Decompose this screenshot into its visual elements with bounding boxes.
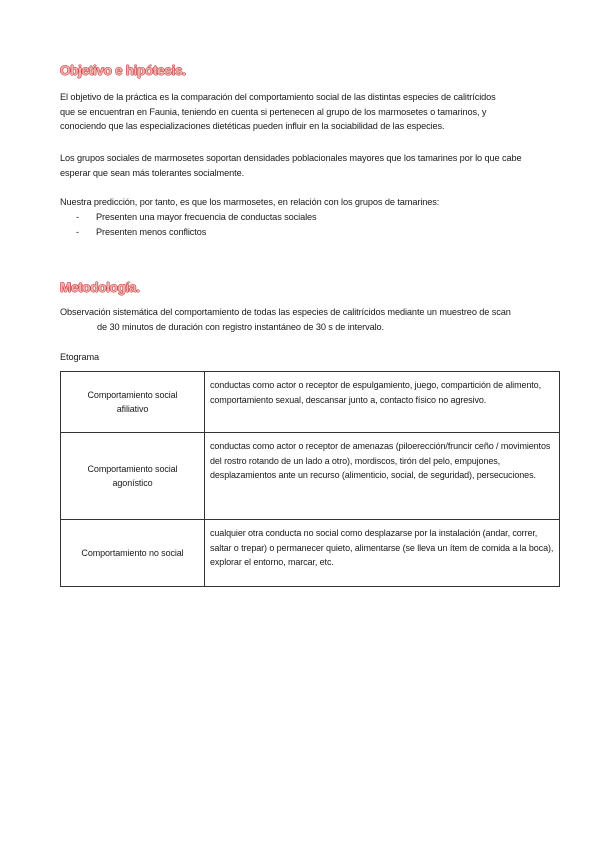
bullet-dash: - [76,212,79,222]
list-item-text: Presenten una mayor frecuencia de conductas sociales [96,212,317,222]
paragraph-prediction [60,195,560,210]
text-line: Etograma [60,352,100,362]
table-row [61,372,560,433]
behavior-label: agonístico [112,478,153,488]
text-line: Los grupos sociales de marmosetes soportan densidades poblacionales mayores que los tamarines por lo que cabe [60,153,522,163]
text-line: que se encuentran en Faunia, teniendo en cuenta si pertenecen al grupo de los marmosetes o tamarinos, y [60,106,487,117]
list-item [76,225,317,240]
section-heading-objetivo: Objetivo e hipótesis. [60,63,186,78]
description-cell: cualquier otra conducta no social como desplazarse por la instalación (andar, correr, saltar o trepar) o permanecer quieto, alimentarse (se lleva un ítem de comida a la boca), explorar el entorno, marcar, etc. [205,520,560,587]
etogram-table [60,371,560,587]
paragraph-objective [60,90,560,134]
behavior-label: Comportamiento social [87,463,178,474]
bullet-dash: - [76,226,79,237]
section-heading-metodologia: Metodología. [60,280,140,295]
text-line: Observación sistemática del comportamiento de todas las especies de calitrícidos mediante un muestreo de scan [60,307,511,317]
text-line: El objetivo de la práctica es la comparación del comportamiento social de las distintas especies de calitrícidos [60,92,496,102]
behavior-label: afiliativo [116,404,149,414]
text-line: esperar que sean más tolerantes socialmente. [60,167,245,178]
behavior-cell [61,520,205,587]
table-row [61,520,560,587]
list-item [76,210,317,225]
description-cell: conductas como actor o receptor de espulgamiento, juego, compartición de alimento, comportamiento sexual, descansar junto a, contacto físico no agresivo. [205,372,560,433]
behavior-cell [61,372,205,433]
table-row [61,433,560,520]
paragraph-methodology [60,305,560,334]
description-cell: conductas como actor o receptor de amenazas (piloerección/fruncir ceño / movimientos del rostro rotando de un lado a otro), mordiscos, tirón del pelo, empujones, desplazamientos ante un recurso (alimenticio, social, de seguridad), persecuciones. [205,433,560,520]
behavior-label: Comportamiento no social [81,547,184,558]
list-item-text: Presenten menos conflictos [96,226,207,237]
prediction-list [76,210,317,239]
behavior-cell [61,433,205,520]
text-line: de 30 minutos de duración con registro instantáneo de 30 s de intervalo. [97,321,384,332]
paragraph-marmosets-density [60,151,560,180]
table-title [60,350,560,365]
text-line: Nuestra predicción, por tanto, es que los marmosetes, en relación con los grupos de tamarines: [60,197,440,207]
text-line: conociendo que las especializaciones dietéticas pueden influir en la sociabilidad de las especies. [60,121,445,132]
behavior-label: Comportamiento social [87,389,178,400]
